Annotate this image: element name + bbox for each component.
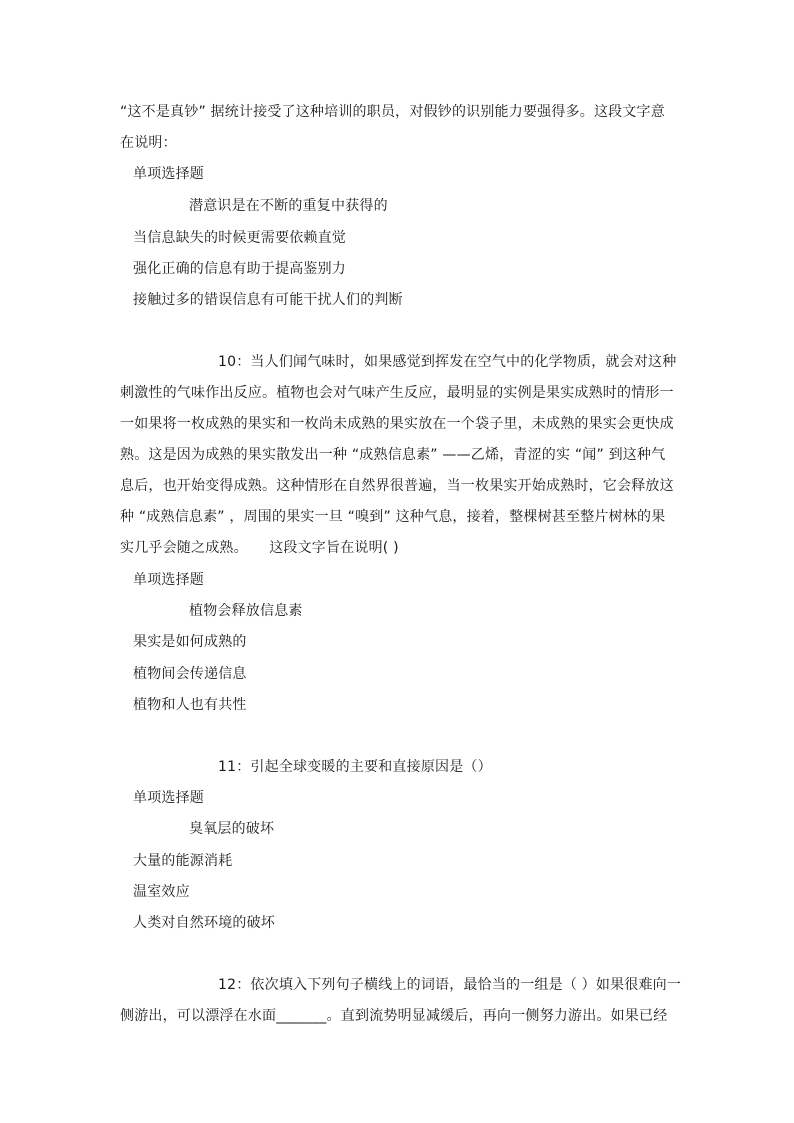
q11-option-2: 温室效应 (133, 884, 190, 900)
q12-text-line-1: 12：依次填入下列句子横线上的词语，最恰当的一组是（ ）如果很难向一 (218, 977, 682, 993)
q12-text-line-2: 侧游出，可以漂浮在水面_______。直到流势明显减缓后，再向一侧努力游出。如果已经 (120, 1008, 668, 1024)
q9-option-3: 接触过多的错误信息有可能干扰人们的判断 (133, 292, 403, 308)
q10-text-line-1: 10：当人们闻气味时，如果感觉到挥发在空气中的化学物质，就会对这种 (218, 354, 677, 370)
q11-answer: 臭氧层的破坏 (189, 821, 275, 837)
q11-option-3: 人类对自然环境的破坏 (133, 915, 275, 931)
q9-option-2: 强化正确的信息有助于提高鉴别力 (133, 261, 346, 277)
q9-text-line-1: “这不是真钞” 据统计接受了这种培训的职员，对假钞的识别能力要强得多。这段文字意 (120, 104, 665, 120)
q10-answer: 植物会释放信息素 (189, 603, 303, 619)
q10-text-line-6: 种 “成熟信息素” ，周围的果实一旦 “嗅到” 这种气息，接着，整棵树甚至整片树林的果 (120, 509, 666, 525)
q10-text-line-7: 实几乎会随之成熟。 这段文字旨在说明( ) (120, 540, 399, 556)
q10-option-3: 植物和人也有共性 (133, 697, 247, 713)
q9-text-line-2: 在说明： (120, 135, 177, 151)
q10-text-line-5: 息后，也开始变得成熟。这种情形在自然界很普遍，当一枚果实开始成熟时，它会释放这 (120, 478, 674, 494)
q9-type-label: 单项选择题 (133, 166, 204, 182)
q9-option-1: 当信息缺失的时候更需要依赖直觉 (133, 230, 346, 246)
q10-text-line-3: 一如果将一枚成熟的果实和一枚尚未成熟的果实放在一个袋子里，未成熟的果实会更快成 (120, 416, 674, 432)
q11-text-line-1: 11：引起全球变暖的主要和直接原因是（） (218, 759, 492, 775)
q11-option-1: 大量的能源消耗 (133, 853, 233, 869)
q10-text-line-4: 熟。这是因为成熟的果实散发出一种 “成熟信息素” ——乙烯，青涩的实 “闻” 到这种气 (120, 447, 666, 463)
q10-type-label: 单项选择题 (133, 572, 204, 588)
q10-text-line-2: 刺激性的气味作出反应。植物也会对气味产生反应，最明显的实例是果实成熟时的情形一 (120, 385, 674, 401)
q11-type-label: 单项选择题 (133, 790, 204, 806)
q10-option-1: 果实是如何成熟的 (133, 634, 247, 650)
q9-answer: 潜意识是在不断的重复中获得的 (189, 198, 388, 214)
q10-option-2: 植物间会传递信息 (133, 666, 247, 682)
